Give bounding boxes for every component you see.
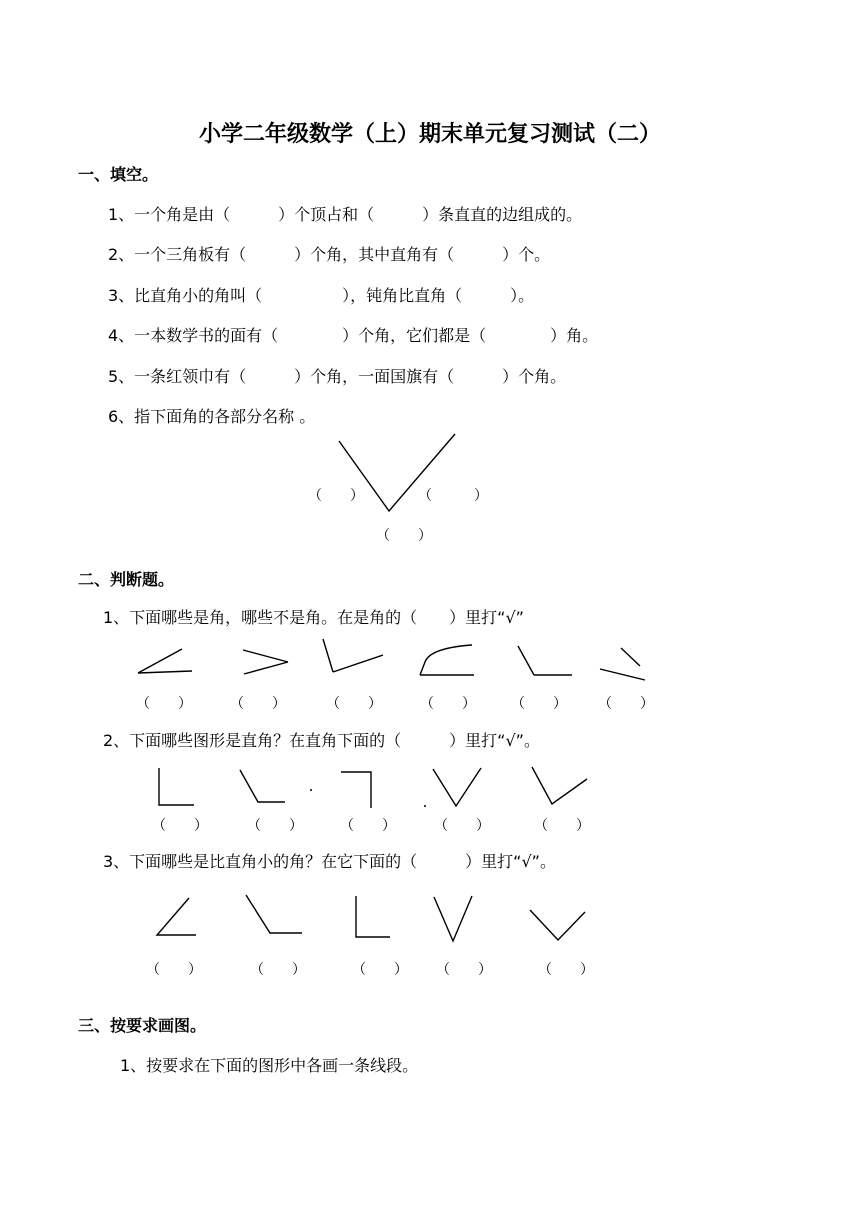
q1-figure-6 <box>600 648 645 680</box>
judge-q1: 1、下面哪些是角，哪些不是角。在是角的（ ）里打“√” <box>103 608 524 627</box>
judge-q2-blank: （ ） <box>152 818 208 834</box>
q3-figure-4 <box>434 896 472 941</box>
judge-q1-blank: （ ） <box>136 696 192 712</box>
angle-part-right-blank: （ ） <box>418 488 488 504</box>
judge-q3: 3、下面哪些是比直角小的角？在它下面的（ ）里打“√”。 <box>103 852 556 871</box>
judge-q2-blank: （ ） <box>534 818 590 834</box>
fill-item-2: 2、一个三角板有（ ）个角，其中直角有（ ）个。 <box>108 245 551 264</box>
judge-q1-blank: （ ） <box>598 696 654 712</box>
q3-figure-2 <box>246 895 302 933</box>
q1-figure-1 <box>138 649 192 673</box>
angle-part-vertex-blank: （ ） <box>376 528 432 544</box>
q2-figure-1 <box>159 768 194 805</box>
fill-item-4: 4、一本数学书的面有（ ）个角，它们都是（ ）角。 <box>108 326 599 345</box>
judge-q1-blank: （ ） <box>511 696 567 712</box>
q2-figure-2 <box>240 770 285 802</box>
q2-dot <box>424 805 426 807</box>
q2-figure-3 <box>341 772 371 808</box>
judge-q3-blank: （ ） <box>538 962 594 978</box>
judge-q2-blank: （ ） <box>434 818 490 834</box>
judge-q2-blank: （ ） <box>247 818 303 834</box>
judge-q1-blank: （ ） <box>230 696 286 712</box>
q2-dot <box>310 789 312 791</box>
q3-figure-5 <box>530 910 585 940</box>
judge-q3-blank: （ ） <box>250 962 306 978</box>
q3-figure-1 <box>157 898 196 935</box>
q1-figure-3 <box>323 639 383 672</box>
judge-q2: 2、下面哪些图形是直角？在直角下面的（ ）里打“√”。 <box>103 731 540 750</box>
draw-q1: 1、按要求在下面的图形中各画一条线段。 <box>120 1056 419 1075</box>
section-1-heading: 一、填空。 <box>78 165 159 184</box>
section-2-heading: 二、判断题。 <box>78 570 175 589</box>
judge-q1-blank: （ ） <box>326 696 382 712</box>
page-title: 小学二年级数学（上）期末单元复习测试（二） <box>198 122 661 147</box>
judge-q1-blank: （ ） <box>420 696 476 712</box>
q1-figure-5 <box>518 646 572 675</box>
q3-figure-3 <box>356 896 390 937</box>
fill-item-1: 1、一个角是由（ ）个顶占和（ ）条直直的边组成的。 <box>108 205 583 224</box>
angle-part-left-blank: （ ） <box>308 488 364 504</box>
fill-item-6: 6、指下面角的各部分名称 。 <box>108 407 316 426</box>
fill-item-3: 3、比直角小的角叫（ ），钝角比直角（ ）。 <box>108 286 535 305</box>
judge-q2-blank: （ ） <box>340 818 396 834</box>
q1-figure-2 <box>243 650 288 674</box>
section-3-heading: 三、按要求画图。 <box>78 1016 207 1035</box>
angle-diagram <box>339 434 455 511</box>
judge-q3-blank: （ ） <box>146 962 202 978</box>
judge-q3-blank: （ ） <box>436 962 492 978</box>
judge-q3-blank: （ ） <box>352 962 408 978</box>
q2-figure-4 <box>433 768 481 806</box>
q1-figure-4 <box>420 645 474 675</box>
q2-figure-5 <box>532 767 587 804</box>
fill-item-5: 5、一条红领巾有（ ）个角，一面国旗有（ ）个角。 <box>108 367 567 386</box>
